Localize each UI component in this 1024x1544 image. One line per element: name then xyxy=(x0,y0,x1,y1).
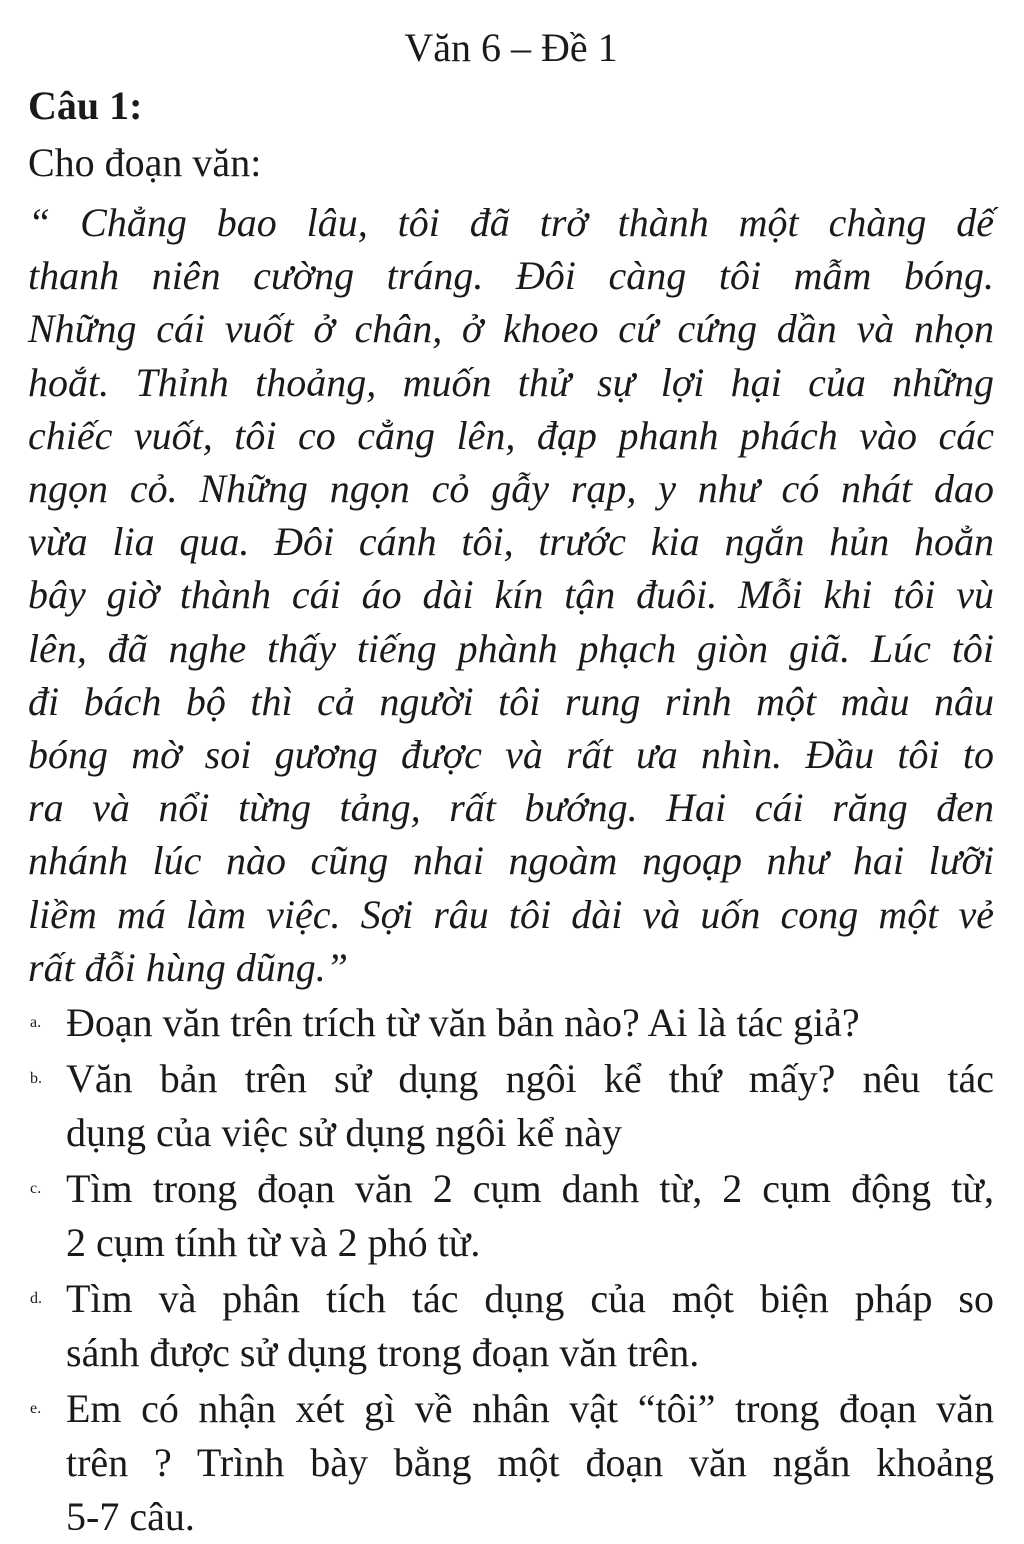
item-line: 5-7 câu. xyxy=(66,1494,195,1540)
passage-line: thanh niên cường tráng. Đôi càng tôi mẫm bóng. xyxy=(28,253,994,299)
item-marker: c. xyxy=(30,1180,42,1198)
item-line: Em có nhận xét gì về nhân vật “tôi” trong đoạn văn xyxy=(66,1386,994,1432)
item-marker: d. xyxy=(30,1290,42,1308)
passage-line: rất đỗi hùng dũng.” xyxy=(28,944,349,990)
question-label: Câu 1: xyxy=(28,83,143,128)
item-line: sánh được sử dụng trong đoạn văn trên. xyxy=(66,1330,700,1376)
item-line: Văn bản trên sử dụng ngôi kể thứ mấy? nêu tác xyxy=(66,1056,994,1102)
question-item-d xyxy=(28,1272,994,1380)
item-marker: b. xyxy=(30,1070,42,1088)
item-line: trên ? Trình bày bằng một đoạn văn ngắn khoảng xyxy=(66,1440,994,1486)
question-items xyxy=(28,996,994,1544)
passage-line: hoắt. Thỉnh thoảng, muốn thử sự lợi hại của những xyxy=(28,359,994,405)
passage-line: đi bách bộ thì cả người tôi rung rinh một màu nâu xyxy=(28,678,994,724)
passage-line: liềm má làm việc. Sợi râu tôi dài và uốn cong một vẻ xyxy=(28,891,994,937)
question-item-c xyxy=(28,1162,994,1270)
item-line: Tìm trong đoạn văn 2 cụm danh từ, 2 cụm động từ, xyxy=(66,1166,994,1212)
item-line: Đoạn văn trên trích từ văn bản nào? Ai là tác giả? xyxy=(66,1000,860,1046)
question-item-a xyxy=(28,996,994,1050)
item-line: Tìm và phân tích tác dụng của một biện pháp so xyxy=(66,1276,994,1322)
passage-line: ra và nổi từng tảng, rất bướng. Hai cái răng đen xyxy=(28,785,994,831)
passage-line: “ Chẳng bao lâu, tôi đã trở thành một chàng dế xyxy=(28,200,994,245)
item-line: dụng của việc sử dụng ngôi kể này xyxy=(66,1110,622,1156)
question-item-e xyxy=(28,1382,994,1544)
passage-line: Những cái vuốt ở chân, ở khoeo cứ cứng dần và nhọn xyxy=(28,306,994,352)
passage-line: lên, đã nghe thấy tiếng phành phạch giòn giã. Lúc tôi xyxy=(28,625,994,671)
item-line: 2 cụm tính từ và 2 phó từ. xyxy=(66,1220,481,1266)
document-title: Văn 6 – Đề 1 xyxy=(404,25,618,70)
passage-line: chiếc vuốt, tôi co cẳng lên, đạp phanh phách vào các xyxy=(28,412,994,458)
passage-intro: Cho đoạn văn: xyxy=(28,140,262,185)
passage-line: vừa lia qua. Đôi cánh tôi, trước kia ngắn hủn hoẳn xyxy=(28,519,994,565)
question-item-b xyxy=(28,1052,994,1160)
passage-line: bây giờ thành cái áo dài kín tận đuôi. Mỗi khi tôi vù xyxy=(28,572,994,618)
passage-line: nhánh lúc nào cũng nhai ngoàm ngoạp như hai lưỡi xyxy=(28,838,994,884)
item-marker: e. xyxy=(30,1400,42,1418)
passage-line: bóng mờ soi gương được và rất ưa nhìn. Đầu tôi to xyxy=(28,732,994,778)
item-marker: a. xyxy=(30,1014,42,1032)
passage-line: ngọn cỏ. Những ngọn cỏ gẫy rạp, y như có nhát dao xyxy=(28,466,994,512)
literary-passage xyxy=(28,196,994,994)
